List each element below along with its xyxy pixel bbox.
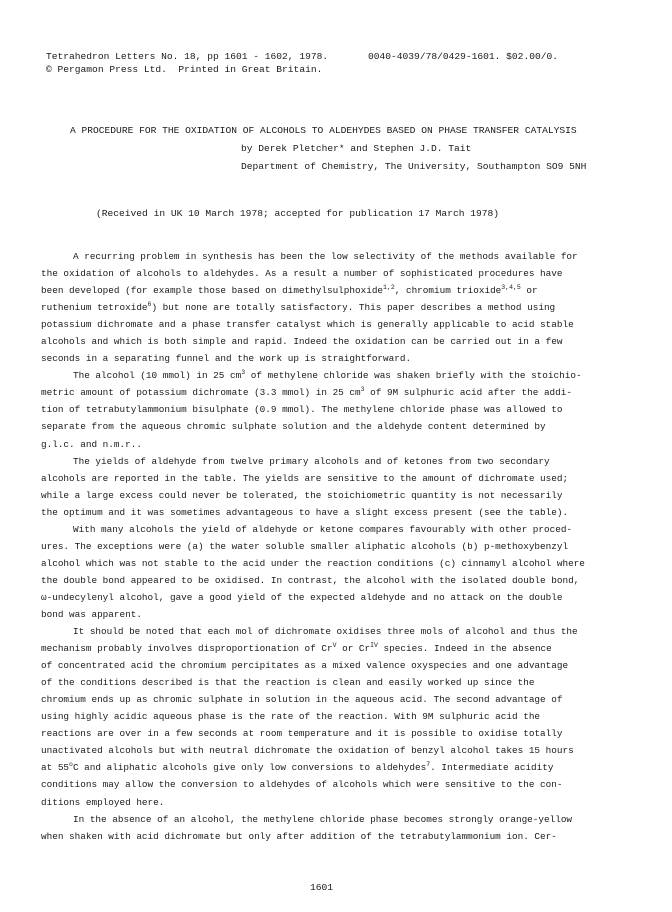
body-paragraph [41,367,637,452]
text-run: reactions are over in a few seconds at room temperature and it is possible to oxidise totally [41,728,563,740]
article-authors: by Derek Pletcher* and Stephen J.D. Tait [241,143,472,154]
text-line [41,248,637,265]
text-run: ) but none are totally satisfactory. This paper describes a method using [151,302,556,314]
text-line [41,384,637,401]
text-line [41,265,637,282]
superscript: o [69,761,73,769]
text-line [41,470,637,487]
text-run: mechanism probably involves disproportionation of Cr [41,643,333,655]
journal-citation: Tetrahedron Letters No. 18, pp 1601 - 1602, 1978. [46,51,329,62]
text-run: chromium ends up as chromic sulphate in solution in the aqueous acid. The second advantage of [41,694,563,706]
text-line [41,316,637,333]
article-code: 0040-4039/78/0429-1601. $02.00/0. [368,51,558,62]
text-line [41,623,637,640]
text-line [41,333,637,350]
text-run: seconds in a separating funnel and the work up is straightforward. [41,353,412,365]
text-line [41,759,637,776]
superscript: 3 [241,369,246,377]
publisher-line: © Pergamon Press Ltd. Printed in Great Britain. [46,64,323,75]
text-run: the optimum and it was sometimes advantageous to have a slight excess present (see the table). [41,506,569,518]
text-line [41,640,637,657]
text-run: metric amount of potassium dichromate (3.3 mmol) in 25 cm [41,387,361,399]
body-paragraph [41,453,637,521]
text-run: tion of tetrabutylammonium bisulphate (0.9 mmol). The methylene chloride phase was allowed to [41,404,563,416]
text-run: or Cr [336,643,371,655]
text-run: , chromium trioxide [394,285,502,297]
superscript: 6 [147,301,152,309]
text-run: alcohols are reported in the table. The yields are sensitive to the amount of dichromate used; [41,472,569,484]
text-run: the double bond appeared to be oxidised. In contrast, the alcohol with the isolated double bond, [41,574,580,586]
text-line [41,794,637,811]
text-line [41,606,637,623]
superscript: IV [370,642,378,650]
text-line [41,401,637,418]
text-run: ω-undecylenyl alcohol, gave a good yield of the expected aldehyde and no attack on the double [41,591,563,603]
text-run: or [520,285,538,297]
text-run: of 9M sulphuric acid after the addi- [364,387,572,399]
text-run: of concentrated acid the chromium percipitates as a mixed valence oxyspecies and one advantage [41,660,569,672]
article-body [41,248,637,845]
text-line [41,299,637,316]
text-line [41,487,637,504]
text-run: The yields of aldehyde from twelve primary alcohols and of ketones from two secondary [73,455,550,467]
text-line [41,436,637,453]
text-run: using highly acidic aqueous phase is the rate of the reaction. With 9M sulphuric acid the [41,711,541,723]
text-run: at 55 [41,762,70,774]
text-line [41,742,637,759]
text-run: In the absence of an alcohol, the methylene chloride phase becomes strongly orange-yellow [73,813,573,825]
text-run: potassium dichromate and a phase transfer catalyst which is generally applicable to acid stable [41,319,574,331]
text-line [41,367,637,384]
superscript: 1,2 [383,284,395,292]
body-paragraph [41,623,637,811]
text-line [41,504,637,521]
text-run: bond was apparent. [41,608,142,620]
text-run: of the conditions described is that the reaction is clean and easily worked up since the [41,677,535,689]
body-paragraph [41,248,637,367]
text-run: With many alcohols the yield of aldehyde or ketone compares favourably with other proced- [73,523,573,535]
superscript: 3 [360,386,365,394]
text-run: the oxidation of alcohols to aldehydes. As a result a number of sophisticated procedures have [41,268,563,280]
text-line [41,674,637,691]
page-number: 1601 [310,882,334,893]
text-line [41,282,637,299]
text-run: when shaken with acid dichromate but only after addition of the tetrabutylammonium ion. Cer- [41,830,557,842]
text-run: The alcohol (10 mmol) in 25 cm [73,370,242,382]
text-run: separate from the aqueous chromic sulphate solution and the aldehyde content determined by [41,421,546,433]
text-line [41,521,637,538]
text-run: conditions may allow the conversion to aldehydes of alcohols which were sensitive to the con- [41,779,563,791]
text-line [41,691,637,708]
article-affiliation: Department of Chemistry, The University, Southampton SO9 5NH [241,161,587,172]
text-line [41,572,637,589]
text-run: alcohols and which is both simple and rapid. Indeed the oxidation can be carried out in a few [41,336,563,348]
text-line [41,538,637,555]
text-line [41,453,637,470]
superscript: V [332,642,337,650]
superscript: 3,4,5 [501,284,521,292]
text-line [41,811,637,828]
text-run: It should be noted that each mol of dichromate oxidises three mols of alcohol and thus the [73,626,578,638]
text-line [41,725,637,742]
received-dates: (Received in UK 10 March 1978; accepted for publication 17 March 1978) [96,208,500,219]
text-run: C and aliphatic alcohols give only low conversions to aldehydes [72,762,427,774]
text-run: ruthenium tetroxide [41,302,148,314]
text-line [41,589,637,606]
text-run: of methylene chloride was shaken briefly with the stoichio- [245,370,582,382]
text-line [41,776,637,793]
text-run: while a large excess could never be tolerated, the stoichiometric quantity is not necessarily [41,489,563,501]
text-run: species. Indeed in the absence [377,643,552,655]
text-line [41,708,637,725]
text-line [41,657,637,674]
text-run: . Intermediate acidity [430,762,554,774]
text-line [41,350,637,367]
text-run: A recurring problem in synthesis has been the low selectivity of the methods available for [73,251,578,262]
text-line [41,418,637,435]
text-run: unactivated alcohols but with neutral dichromate the oxidation of benzyl alcohol takes 15 hours [41,745,574,757]
body-paragraph [41,811,637,845]
text-line [41,555,637,572]
superscript: 7 [426,761,431,769]
body-paragraph [41,521,637,623]
article-title: A PROCEDURE FOR THE OXIDATION OF ALCOHOLS TO ALDEHYDES BASED ON PHASE TRANSFER CATALYSIS [70,125,577,136]
text-run: g.l.c. and n.m.r.. [41,438,142,450]
text-run: ures. The exceptions were (a) the water soluble smaller aliphatic alcohols (b) p-methoxybenzyl [41,540,569,552]
text-run: ditions employed here. [41,796,165,808]
text-run: been developed (for example those based on dimethylsulphoxide [41,285,384,297]
text-line [41,828,637,845]
text-run: alcohol which was not stable to the acid under the reaction conditions (c) cinnamyl alcohol where [41,557,585,569]
journal-header [46,50,328,76]
